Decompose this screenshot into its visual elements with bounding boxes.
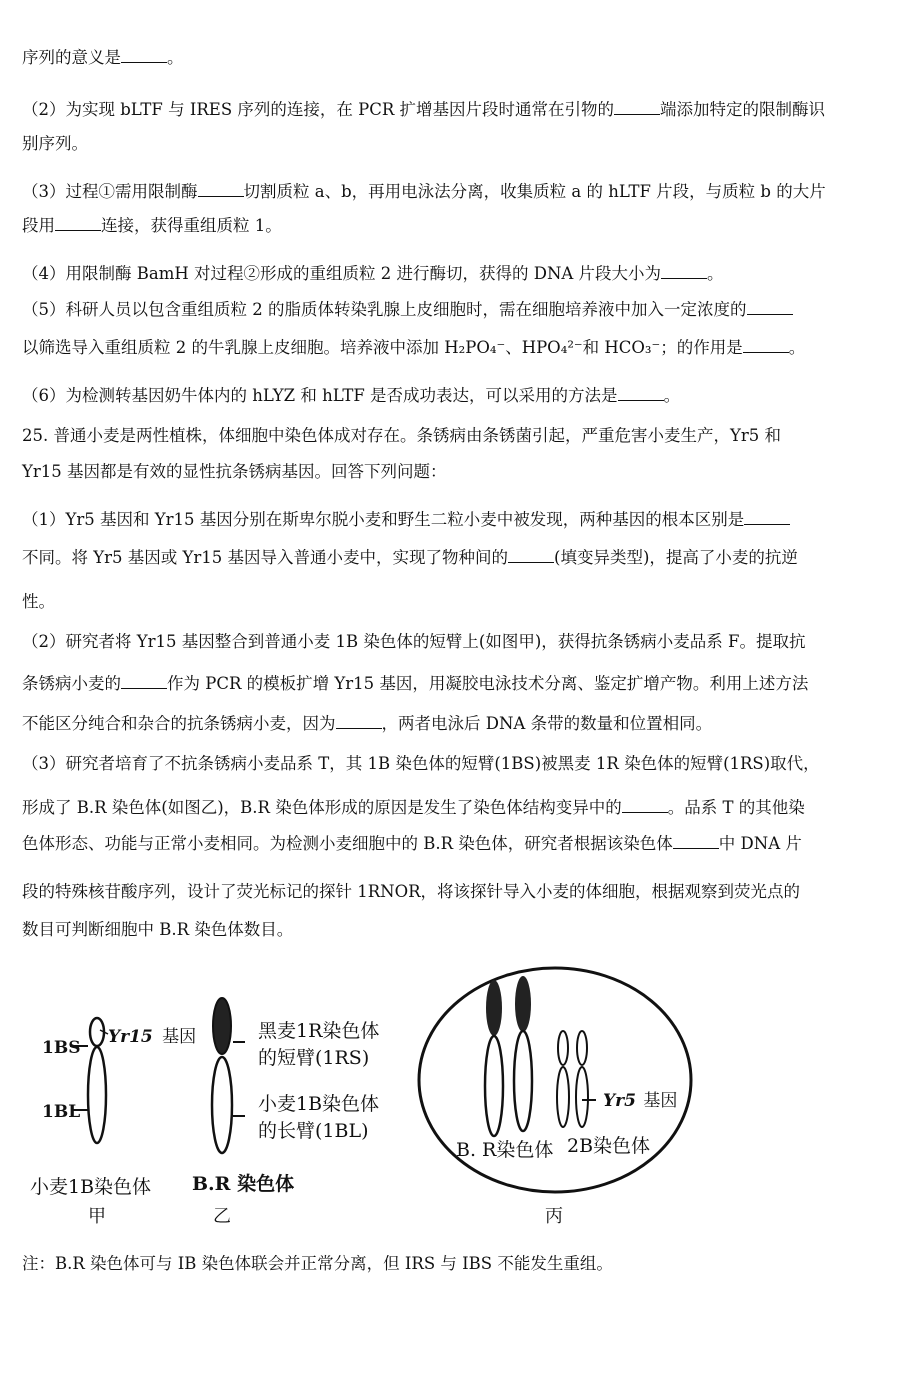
bing-gene-suffix: 基因 (643, 1091, 678, 1111)
text-fragment: （2）研究者将 Yr15 基因整合到普通小麦 1B 染色体的短臂上(如图甲)，获得抗条锈病小麦品系 F。提取抗 (22, 632, 806, 651)
text-line (22, 672, 808, 696)
text-fragment: Yr15 基因都是有效的显性抗条锈病基因。回答下列问题： (22, 462, 447, 481)
text-line (22, 880, 800, 904)
text-line (22, 546, 798, 570)
bing-br-1-long (485, 1036, 503, 1136)
answer-blank[interactable] (743, 336, 789, 353)
text-fragment: 连接，获得重组质粒 1。 (101, 216, 282, 235)
bing-br-label: B. R染色体 (456, 1139, 554, 1161)
answer-blank[interactable] (121, 672, 167, 689)
text-line (22, 590, 55, 614)
bing-gene-name: Yr5 (603, 1091, 636, 1111)
text-line (22, 508, 790, 532)
text-fragment: （2）为实现 bLTF 与 IRES 序列的连接，在 PCR 扩增基因片段时通常在引物的 (22, 100, 615, 119)
text-line (22, 630, 805, 654)
text-line (22, 918, 293, 942)
yi-rs-label-1: 黑麦1R染色体 (258, 1020, 380, 1042)
text-fragment: 性。 (22, 592, 55, 611)
text-fragment: 序列的意义是 (22, 48, 121, 67)
figure-yi (192, 998, 379, 1227)
text-fragment: 切割质粒 a、b，再用电泳法分离，收集质粒 a 的 hLTF 片段，与质粒 b 的大片 (243, 182, 826, 201)
figure-jia (30, 1018, 196, 1227)
text-line (22, 298, 793, 322)
text-fragment: 条锈病小麦的 (22, 674, 121, 693)
bing-2b-label: 2B染色体 (567, 1135, 651, 1157)
bing-2b-1-top (558, 1031, 568, 1065)
answer-blank[interactable] (673, 832, 719, 849)
jia-label-1bl: 1BL (42, 1102, 81, 1122)
text-fragment: 不同。将 Yr5 基因或 Yr15 基因导入普通小麦中，实现了物种间的 (22, 548, 509, 567)
text-fragment: 别序列。 (22, 134, 88, 153)
figure-note: 注：B.R 染色体可与 IB 染色体联会并正常分离，但 IRS 与 IBS 不能发生重组。 (22, 1254, 613, 1273)
text-line (22, 46, 184, 70)
text-fragment: (填变异类型)，提高了小麦的抗逆 (554, 548, 798, 567)
answer-blank[interactable] (614, 98, 660, 115)
text-fragment: （4）用限制酶 BamH 对过程②形成的重组质粒 2 进行酶切，获得的 DNA 片段大小为 (22, 264, 662, 283)
text-fragment: 数目可判断细胞中 B.R 染色体数目。 (22, 920, 294, 939)
text-line (22, 712, 712, 736)
jia-label-1bs: 1BS (42, 1038, 81, 1058)
text-line (22, 384, 680, 408)
text-fragment: 端添加特定的限制酶识 (660, 100, 826, 119)
jia-long-arm (88, 1047, 106, 1143)
answer-blank[interactable] (661, 262, 707, 279)
text-fragment: （1）Yr5 基因和 Yr15 基因分别在斯卑尔脱小麦和野生二粒小麦中被发现，两种基因的根本区别是 (22, 510, 745, 529)
text-fragment: （5）科研人员以包含重组质粒 2 的脂质体转染乳腺上皮细胞时，需在细胞培养液中加入一定浓度的 (22, 300, 747, 319)
answer-blank[interactable] (744, 508, 790, 525)
text-fragment: 作为 PCR 的模板扩增 Yr15 基因，用凝胶电泳技术分离、鉴定扩增产物。利用上述方法 (167, 674, 809, 693)
bing-2b-2-top (577, 1031, 587, 1065)
answer-blank[interactable] (55, 214, 101, 231)
text-line (22, 424, 781, 448)
bing-2b-1-bottom (557, 1067, 569, 1127)
text-line (22, 336, 805, 360)
bing-br-1-short (486, 980, 502, 1036)
svg-text:Yr5 基因 (603, 1091, 677, 1111)
answer-blank[interactable] (618, 384, 664, 401)
answer-blank[interactable] (508, 546, 554, 563)
text-fragment: 中 DNA 片 (718, 834, 802, 853)
text-line (22, 460, 447, 484)
text-fragment: 。 (707, 264, 724, 283)
yi-rs-label-2: 的短臂(1RS) (258, 1047, 370, 1069)
text-fragment: 以筛选导入重组质粒 2 的牛乳腺上皮细胞。培养液中添加 H₂PO₄⁻、HPO₄²⁻和 HCO₃⁻；的作用是 (22, 338, 743, 357)
bing-2b-2-bottom (576, 1067, 588, 1127)
text-fragment: 段用 (22, 216, 55, 235)
jia-short-arm (90, 1018, 104, 1046)
text-fragment: ，两者电泳后 DNA 条带的数量和位置相同。 (381, 714, 713, 733)
yi-short-arm-1rs (213, 998, 231, 1054)
jia-name: 甲 (88, 1206, 106, 1227)
bing-br-2-short (515, 976, 531, 1032)
text-fragment: （6）为检测转基因奶牛体内的 hLYZ 和 hLTF 是否成功表达，可以采用的方法是 (22, 386, 618, 405)
text-fragment: （3）过程①需用限制酶 (22, 182, 198, 201)
text-fragment: 不能区分纯合和杂合的抗条锈病小麦，因为 (22, 714, 336, 733)
answer-blank[interactable] (336, 712, 382, 729)
text-line (22, 262, 724, 286)
jia-gene-name: Yr15 (108, 1027, 153, 1047)
svg-text:Yr15 基因 (108, 1027, 196, 1047)
text-line (22, 796, 805, 820)
yi-caption: B.R 染色体 (192, 1173, 295, 1195)
text-fragment: 。 (663, 386, 681, 405)
jia-gene-suffix: 基因 (162, 1027, 197, 1047)
text-line (22, 214, 282, 238)
yi-bl-label-2: 的长臂(1BL) (258, 1120, 369, 1142)
text-fragment: 。品系 T 的其他染 (667, 798, 805, 817)
answer-blank[interactable] (121, 46, 167, 63)
text-fragment: 色体形态、功能与正常小麦相同。为检测小麦细胞中的 B.R 染色体，研究者根据该染色体 (22, 834, 673, 853)
text-fragment: 形成了 B.R 染色体(如图乙)，B.R 染色体形成的原因是发生了染色体结构变异中的 (22, 798, 622, 817)
yi-name: 乙 (213, 1206, 231, 1227)
text-line (22, 132, 88, 156)
text-fragment: 。 (167, 48, 184, 67)
yi-long-arm-1bl (212, 1057, 232, 1153)
bing-name: 丙 (545, 1206, 563, 1227)
text-fragment: 25. 普通小麦是两性植株，体细胞中染色体成对存在。条锈病由条锈菌引起，严重危害小麦生产，Yr5 和 (22, 426, 782, 445)
text-fragment: 段的特殊核苷酸序列，设计了荧光标记的探针 1RNOR，将该探针导入小麦的体细胞，根据观察到荧光点的 (22, 882, 801, 901)
text-fragment: （3）研究者培育了不抗条锈病小麦品系 T，其 1B 染色体的短臂(1BS)被黑麦 1R 染色体的短臂(1RS)取代， (22, 754, 820, 773)
text-line (22, 752, 820, 776)
text-line (22, 98, 825, 122)
yi-bl-label-1: 小麦1B染色体 (258, 1093, 380, 1115)
chromosome-figure (0, 960, 900, 1240)
jia-caption: 小麦1B染色体 (30, 1176, 152, 1198)
answer-blank[interactable] (622, 796, 668, 813)
answer-blank[interactable] (747, 298, 793, 315)
answer-blank[interactable] (198, 180, 244, 197)
text-line (22, 180, 826, 204)
text-line (22, 832, 802, 856)
text-fragment: 。 (788, 338, 806, 357)
bing-br-2-long (514, 1031, 532, 1131)
figure-bing (419, 968, 691, 1227)
